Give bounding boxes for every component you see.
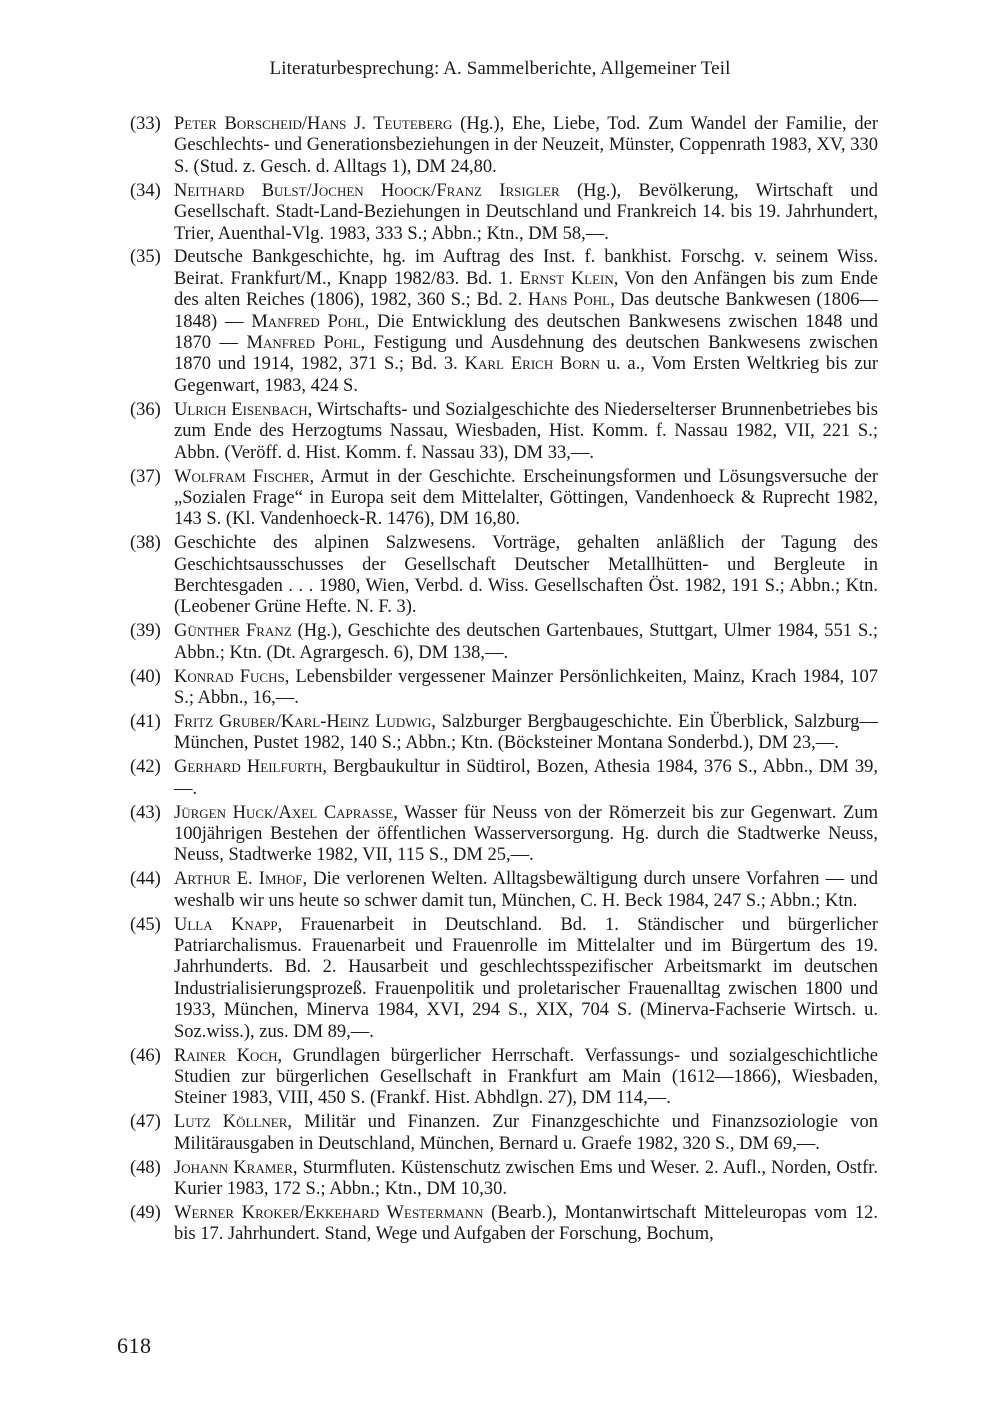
bibliography-entry bbox=[130, 1112, 878, 1155]
entry-text: , Armut in der Geschichte. Erscheinungsformen und Lösungsversuche der „Sozialen Frage“ in Europa seit dem Mittelalter, Göttingen, Vandenhoeck & Ruprecht 1982, 143 S. (Kl. Vandenhoeck-R. 1476), DM 16,80. bbox=[174, 466, 878, 530]
bibliography-entry bbox=[130, 667, 878, 710]
entry-number: (33) bbox=[130, 114, 161, 134]
running-header: Literaturbesprechung: A. Sammelberichte, Allgemeiner Teil bbox=[269, 58, 731, 79]
entry-number: (44) bbox=[130, 869, 161, 890]
bibliography-entry bbox=[130, 181, 878, 245]
entry-number: (36) bbox=[130, 399, 161, 420]
bibliography-entry bbox=[130, 400, 878, 464]
entry-number: (34) bbox=[130, 180, 161, 201]
bibliography-entry bbox=[130, 915, 878, 1043]
entry-author: Wolfram Fischer bbox=[174, 466, 310, 487]
entry-author: Peter Borscheid/Hans J. Teuteberg bbox=[174, 114, 453, 134]
entry-text: Deutsche Bankgeschichte, hg. im Auftrag des Inst. f. bankhist. Forschg. v. seinem Wiss. Beirat. Frankfurt/M., Knapp 1982/83. Bd. 1. bbox=[174, 247, 878, 289]
bibliography-entry bbox=[130, 467, 878, 531]
page-number: 618 bbox=[117, 1333, 152, 1358]
entry-author: Rainer Koch bbox=[174, 1045, 278, 1066]
entry-text: , Die Entwicklung des deutschen Bankwesens zwischen 1848 und 1870 — bbox=[174, 311, 878, 354]
entry-text: , Sturmfluten. Küstenschutz zwischen Ems und Weser. 2. Aufl., Norden, Ostfr. Kurier 1983, 172 S.; Abbn.; Ktn., DM 10,30. bbox=[174, 1157, 878, 1199]
entry-text: , Frauenarbeit in Deutschland. Bd. 1. Ständischer und bürgerlicher Patriarchalismus. Frauenarbeit und Frauenrolle im Mittelalter und im Bürgertum des 19. Jahrhunderts. Bd. 2. Hausarbeit und geschlechtsspezifischer Arbeitsmarkt im deutschen Industrialisierungsprozeß. Frauenpolitik und proletarischer Frauenalltag zwischen 1800 und 1933, München, Minerva 1984, XVI, 294 S., XIX, 704 S. (Minerva-Fachserie Wirtsch. u. Soz.wiss.), zus. DM 89,—. bbox=[174, 914, 878, 1042]
entry-author: Neithard Bulst/Jochen Hoock/Franz Irsigler bbox=[174, 180, 560, 201]
entry-author: Lutz Köllner bbox=[174, 1112, 288, 1133]
bibliography-entry bbox=[130, 533, 878, 619]
bibliography-entry bbox=[130, 621, 878, 664]
entry-text: , Das deutsche Bankwesen (1806—1848) — bbox=[174, 290, 879, 332]
entry-number: (40) bbox=[130, 666, 161, 687]
entry-text: Geschichte des alpinen Salzwesens. Vorträge, gehalten anläßlich der Tagung des Geschichtsausschusses der Gesellschaft Deutscher Metallhütten- und Bergleute in Berchtesgaden . . . 1980, Wien, Verbd. d. Wiss. Gesellschaften Öst. 1982, 191 S.; Abbn.; Ktn. (Leobener Grüne Hefte. N. F. 3). bbox=[174, 533, 878, 618]
entry-text: , Grundlagen bürgerlicher Herrschaft. Verfassungs- und sozialgeschichtliche Studien zur bürgerlichen Gesellschaft in Frankfurt am Main (1612—1866), Wiesbaden, Steiner 1983, VIII, 450 S. (Frankf. Hist. Abhdlgn. 27), DM 114,—. bbox=[174, 1045, 878, 1109]
entry-number: (38) bbox=[130, 533, 161, 554]
bibliography-entry bbox=[130, 1158, 878, 1201]
entry-text: , Die verlorenen Welten. Alltagsbewältigung durch unsere Vorfahren — und weshalb wir uns heute so schwer damit tun, München, C. H. Beck 1984, 247 S.; Abbn.; Ktn. bbox=[174, 869, 878, 911]
entry-author: Konrad Fuchs bbox=[174, 666, 285, 687]
entry-number: (35) bbox=[130, 247, 161, 268]
bibliography-list bbox=[130, 114, 878, 1248]
entry-number: (39) bbox=[130, 621, 161, 642]
entry-number: (42) bbox=[130, 757, 161, 778]
entry-number: (45) bbox=[130, 914, 161, 935]
entry-author: Ulrich Eisenbach bbox=[174, 399, 308, 420]
entry-author: Fritz Gruber/Karl-Heinz Ludwig bbox=[174, 711, 432, 732]
entry-author: Arthur E. Imhof bbox=[174, 869, 303, 890]
entry-text: , Bergbaukultur in Südtirol, Bozen, Athesia 1984, 376 S., Abbn., DM 39,—. bbox=[174, 757, 879, 799]
entry-text: u. a., Vom Ersten Weltkrieg bis zur Gegenwart, 1983, 424 S. bbox=[174, 354, 878, 396]
entry-number: (47) bbox=[130, 1112, 161, 1133]
entry-number: (46) bbox=[130, 1045, 161, 1066]
entry-author: Werner Kroker/Ekkehard Westermann bbox=[174, 1202, 484, 1223]
bibliography-entry bbox=[130, 803, 878, 867]
entry-text: , Wirtschafts- und Sozialgeschichte des Niederselterser Brunnenbetriebes bis zum Ende des Herzogtums Nassau, Wiesbaden, Hist. Komm. f. Nassau 1982, VII, 221 S.; Abbn. (Veröff. d. Hist. Komm. f. Nassau 33), DM 33,—. bbox=[174, 399, 878, 463]
entry-text: , Wasser für Neuss von der Römerzeit bis zur Gegenwart. Zum 100jährigen Bestehen der öffentlichen Wasserversorgung. Hg. durch die Stadtwerke Neuss, Neuss, Stadtwerke 1982, VII, 115 S., DM 25,—. bbox=[174, 802, 878, 866]
entry-author: Günther Franz bbox=[174, 621, 292, 642]
entry-text: , Salzburger Bergbaugeschichte. Ein Überblick, Salzburg—München, Pustet 1982, 140 S.; Abbn.; Ktn. (Böcksteiner Montana Sonderbd.), DM 23,—. bbox=[174, 711, 878, 754]
entry-number: (48) bbox=[130, 1157, 161, 1178]
entry-number: (37) bbox=[130, 466, 161, 487]
entry-author: Ernst Klein bbox=[519, 268, 614, 289]
bibliography-entry bbox=[130, 114, 878, 178]
bibliography-entry bbox=[130, 247, 878, 397]
entry-author: Karl Erich Born bbox=[464, 354, 600, 375]
bibliography-entry bbox=[130, 1203, 878, 1246]
entry-author: Manfred Pohl bbox=[251, 311, 365, 332]
entry-number: (49) bbox=[130, 1202, 161, 1223]
entry-author: Manfred Pohl bbox=[246, 333, 361, 354]
entry-text: (Bearb.), Montanwirtschaft Mitteleuropas vom 12. bis 17. Jahrhundert. Stand, Wege und Aufgaben der Forschung, Bochum, bbox=[174, 1202, 878, 1245]
entry-author: Hans Pohl bbox=[528, 290, 611, 311]
entry-author: Ulla Knapp bbox=[174, 914, 278, 935]
entry-text: (Hg.), Geschichte des deutschen Gartenbaues, Stuttgart, Ulmer 1984, 551 S.; Abbn.; Ktn. (Dt. Agrargesch. 6), DM 138,—. bbox=[174, 621, 878, 663]
bibliography-entry bbox=[130, 712, 878, 755]
entry-text: (Hg.), Bevölkerung, Wirtschaft und Gesellschaft. Stadt-Land-Beziehungen in Deutschland und Frankreich 14. bis 19. Jahrhundert, Trier, Auenthal-Vlg. 1983, 333 S.; Abbn.; Ktn., DM 58,—. bbox=[174, 180, 878, 244]
entry-author: Gerhard Heilfurth bbox=[174, 757, 323, 778]
entry-number: (41) bbox=[130, 711, 161, 732]
bibliography-entry bbox=[130, 757, 878, 800]
entry-text: (Hg.), Ehe, Liebe, Tod. Zum Wandel der Familie, der Geschlechts- und Generationsbeziehungen in der Neuzeit, Münster, Coppenrath 1983, XV, 330 S. (Stud. z. Gesch. d. Alltags 1), DM 24,80. bbox=[174, 114, 878, 177]
entry-text: , Festigung und Ausdehnung des deutschen Bankwesens zwischen 1870 und 1914, 1982, 371 S.; Bd. 3. bbox=[174, 333, 878, 375]
bibliography-entry bbox=[130, 1046, 878, 1110]
entry-text: , Militär und Finanzen. Zur Finanzgeschichte und Finanzsoziologie von Militärausgaben in Deutschland, München, Bernard u. Graefe 1982, 320 S., DM 69,—. bbox=[174, 1112, 878, 1154]
entry-text: , Von den Anfängen bis zum Ende des alten Reiches (1806), 1982, 360 S.; Bd. 2. bbox=[174, 268, 878, 311]
entry-number: (43) bbox=[130, 802, 161, 823]
entry-author: Johann Kramer bbox=[174, 1157, 293, 1178]
bibliography-entry bbox=[130, 869, 878, 912]
entry-text: , Lebensbilder vergessener Mainzer Persönlichkeiten, Mainz, Krach 1984, 107 S.; Abbn., 16,—. bbox=[174, 666, 878, 709]
entry-author: Jürgen Huck/Axel Caprasse bbox=[174, 802, 394, 823]
